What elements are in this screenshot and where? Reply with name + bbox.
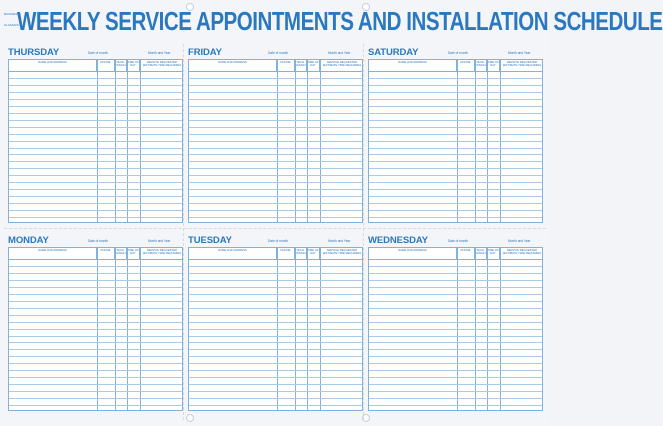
entry-row-line[interactable] — [9, 266, 182, 267]
entry-row-line[interactable] — [189, 78, 362, 79]
entry-row-line[interactable] — [189, 398, 362, 399]
page-title: WEEKLY SERVICE APPOINTMENTS AND INSTALLATION SCHEDULE — [17, 6, 663, 36]
entry-row-line[interactable] — [189, 161, 362, 162]
schedule-grid — [368, 247, 543, 411]
brand-line-1: BUSINESS — [4, 12, 20, 16]
header-rule — [9, 259, 182, 260]
entry-row-line[interactable] — [369, 113, 542, 114]
entry-row-line[interactable] — [9, 280, 182, 281]
entry-row-line[interactable] — [189, 99, 362, 100]
column-header: SERVICE REQUESTED (ESTIMATE TIME REQUIRED) — [142, 248, 182, 256]
entry-row-line[interactable] — [9, 336, 182, 337]
entry-row-line[interactable] — [369, 356, 542, 357]
entry-row-line[interactable] — [189, 113, 362, 114]
entry-row-line[interactable] — [9, 161, 182, 162]
entry-row-line[interactable] — [9, 273, 182, 274]
entry-row-line[interactable] — [189, 356, 362, 357]
entry-row-line[interactable] — [189, 349, 362, 350]
date-of-month-label: Date of month — [88, 51, 109, 55]
panel-header — [8, 234, 183, 247]
entry-row-line[interactable] — [369, 92, 542, 93]
entry-row-line[interactable] — [369, 266, 542, 267]
entry-row-line[interactable] — [9, 134, 182, 135]
entry-row-line[interactable] — [9, 377, 182, 378]
header-rule — [9, 71, 182, 72]
schedule-grid — [368, 59, 543, 223]
month-year-label: Month and Year — [328, 239, 351, 243]
fold-divider — [363, 44, 364, 420]
entry-row-line[interactable] — [9, 287, 182, 288]
entry-row-line[interactable] — [369, 308, 542, 309]
entry-row-line[interactable] — [189, 280, 362, 281]
entry-row-line[interactable] — [189, 370, 362, 371]
entry-row-line[interactable] — [9, 210, 182, 211]
entry-row-line[interactable] — [369, 287, 542, 288]
entry-row-line[interactable] — [369, 106, 542, 107]
day-panel-wednesday — [368, 234, 543, 411]
entry-row-line[interactable] — [189, 127, 362, 128]
entry-row-line[interactable] — [189, 154, 362, 155]
entry-row-line[interactable] — [189, 85, 362, 86]
entry-row-line[interactable] — [369, 175, 542, 176]
entry-row-line[interactable] — [369, 342, 542, 343]
entry-row-line[interactable] — [189, 182, 362, 183]
month-year-label: Month and Year — [328, 51, 351, 55]
entry-row-line[interactable] — [9, 182, 182, 183]
entry-row-line[interactable] — [189, 363, 362, 364]
entry-row-line[interactable] — [9, 78, 182, 79]
entry-row-line[interactable] — [9, 342, 182, 343]
entry-row-line[interactable] — [189, 405, 362, 406]
entry-row-line[interactable] — [189, 336, 362, 337]
entry-row-line[interactable] — [369, 99, 542, 100]
schedule-grid — [188, 247, 363, 411]
entry-row-line[interactable] — [9, 168, 182, 169]
entry-row-line[interactable] — [9, 85, 182, 86]
day-name: FRIDAY — [188, 47, 222, 58]
entry-row-line[interactable] — [189, 203, 362, 204]
entry-row-line[interactable] — [9, 203, 182, 204]
entry-row-line[interactable] — [369, 217, 542, 218]
column-header: TECH. ASSIGN. — [475, 60, 487, 71]
entry-row-line[interactable] — [369, 168, 542, 169]
entry-row-line[interactable] — [9, 141, 182, 142]
entry-row-line[interactable] — [369, 203, 542, 204]
day-panel-tuesday — [188, 234, 363, 411]
panel-header — [8, 46, 183, 59]
entry-row-line[interactable] — [189, 106, 362, 107]
entry-row-line[interactable] — [189, 120, 362, 121]
entry-row-line[interactable] — [189, 308, 362, 309]
column-header: PHONE — [457, 248, 475, 259]
column-header: NAME AND ADDRESS — [9, 248, 97, 259]
day-panel-friday — [188, 46, 363, 223]
day-name: THURSDAY — [8, 47, 60, 58]
entry-row-line[interactable] — [9, 391, 182, 392]
entry-row-line[interactable] — [9, 175, 182, 176]
date-of-month-label: Date of month — [448, 239, 469, 243]
entry-row-line[interactable] — [9, 189, 182, 190]
entry-row-line[interactable] — [369, 134, 542, 135]
entry-row-line[interactable] — [369, 182, 542, 183]
entry-row-line[interactable] — [9, 405, 182, 406]
entry-row-line[interactable] — [189, 196, 362, 197]
entry-row-line[interactable] — [189, 342, 362, 343]
column-header: PHONE — [277, 60, 295, 71]
column-header: PHONE — [277, 248, 295, 259]
entry-row-line[interactable] — [189, 141, 362, 142]
month-year-label: Month and Year — [148, 239, 171, 243]
panel-header — [188, 46, 363, 59]
entry-row-line[interactable] — [9, 308, 182, 309]
day-name: TUESDAY — [188, 235, 232, 246]
entry-row-line[interactable] — [369, 85, 542, 86]
entry-row-line[interactable] — [369, 189, 542, 190]
entry-row-line[interactable] — [189, 287, 362, 288]
entry-row-line[interactable] — [369, 363, 542, 364]
entry-row-line[interactable] — [369, 210, 542, 211]
entry-row-line[interactable] — [9, 148, 182, 149]
entry-row-line[interactable] — [189, 391, 362, 392]
entry-row-line[interactable] — [369, 398, 542, 399]
entry-row-line[interactable] — [189, 301, 362, 302]
entry-row-line[interactable] — [369, 322, 542, 323]
entry-row-line[interactable] — [189, 210, 362, 211]
day-name: WEDNESDAY — [368, 235, 428, 246]
column-header: TECH. ASSIGN. — [295, 248, 307, 259]
entry-row-line[interactable] — [189, 189, 362, 190]
entry-row-line[interactable] — [369, 294, 542, 295]
column-header: TIME OF DAY — [127, 248, 140, 259]
entry-row-line[interactable] — [369, 78, 542, 79]
column-header: TIME OF DAY — [307, 60, 320, 71]
entry-row-line[interactable] — [189, 175, 362, 176]
entry-row-line[interactable] — [369, 329, 542, 330]
entry-row-line[interactable] — [189, 148, 362, 149]
date-of-month-label: Date of month — [268, 51, 289, 55]
column-header: NAME AND ADDRESS — [189, 248, 277, 259]
date-of-month-label: Date of month — [88, 239, 109, 243]
fold-divider — [183, 44, 184, 420]
date-of-month-label: Date of month — [448, 51, 469, 55]
entry-row-line[interactable] — [9, 370, 182, 371]
column-header: SERVICE REQUESTED (ESTIMATE TIME REQUIRED) — [322, 248, 362, 256]
entry-row-line[interactable] — [189, 329, 362, 330]
entry-row-line[interactable] — [369, 120, 542, 121]
month-year-label: Month and Year — [148, 51, 171, 55]
column-header: TECH. ASSIGN. — [475, 248, 487, 259]
day-panel-saturday — [368, 46, 543, 223]
entry-row-line[interactable] — [369, 349, 542, 350]
day-name: MONDAY — [8, 235, 49, 246]
entry-row-line[interactable] — [9, 113, 182, 114]
entry-row-line[interactable] — [189, 217, 362, 218]
entry-row-line[interactable] — [9, 349, 182, 350]
entry-row-line[interactable] — [9, 196, 182, 197]
header-rule — [189, 259, 362, 260]
entry-row-line[interactable] — [189, 384, 362, 385]
entry-row-line[interactable] — [369, 141, 542, 142]
header-rule — [369, 259, 542, 260]
month-year-label: Month and Year — [508, 51, 531, 55]
entry-row-line[interactable] — [189, 134, 362, 135]
column-header: NAME AND ADDRESS — [369, 60, 457, 71]
entry-row-line[interactable] — [9, 363, 182, 364]
entry-row-line[interactable] — [369, 273, 542, 274]
header-rule — [189, 71, 362, 72]
fold-divider — [4, 228, 546, 229]
entry-row-line[interactable] — [369, 377, 542, 378]
entry-row-line[interactable] — [189, 273, 362, 274]
schedule-grid — [188, 59, 363, 223]
entry-row-line[interactable] — [189, 377, 362, 378]
column-header: SERVICE REQUESTED (ESTIMATE TIME REQUIRED) — [502, 248, 542, 256]
day-name: SATURDAY — [368, 47, 419, 58]
column-header: TIME OF DAY — [487, 60, 500, 71]
column-header: SERVICE REQUESTED (ESTIMATE TIME REQUIRED) — [322, 60, 362, 68]
day-panel-monday — [8, 234, 183, 411]
entry-row-line[interactable] — [9, 154, 182, 155]
entry-row-line[interactable] — [369, 336, 542, 337]
entry-row-line[interactable] — [9, 329, 182, 330]
column-header: TIME OF DAY — [487, 248, 500, 259]
entry-row-line[interactable] — [369, 301, 542, 302]
entry-row-line[interactable] — [369, 161, 542, 162]
column-header: NAME AND ADDRESS — [9, 60, 97, 71]
panel-header — [368, 234, 543, 247]
day-panel-thursday — [8, 46, 183, 223]
panel-header — [368, 46, 543, 59]
column-header: PHONE — [97, 60, 115, 71]
entry-row-line[interactable] — [369, 384, 542, 385]
entry-row-line[interactable] — [369, 127, 542, 128]
column-header: TIME OF DAY — [307, 248, 320, 259]
column-header: NAME AND ADDRESS — [369, 248, 457, 259]
binder-hole-icon — [186, 414, 194, 422]
entry-row-line[interactable] — [369, 148, 542, 149]
brand-line-2: CLASSICS — [4, 22, 19, 27]
entry-row-line[interactable] — [369, 391, 542, 392]
entry-row-line[interactable] — [189, 294, 362, 295]
entry-row-line[interactable] — [9, 356, 182, 357]
column-header: NAME AND ADDRESS — [189, 60, 277, 71]
entry-row-line[interactable] — [189, 92, 362, 93]
column-header: TIME OF DAY — [127, 60, 140, 71]
entry-row-line[interactable] — [9, 294, 182, 295]
panel-header — [188, 234, 363, 247]
entry-row-line[interactable] — [9, 120, 182, 121]
entry-row-line[interactable] — [189, 315, 362, 316]
column-header: TECH. ASSIGN. — [295, 60, 307, 71]
entry-row-line[interactable] — [9, 315, 182, 316]
entry-row-line[interactable] — [9, 99, 182, 100]
schedule-grid — [8, 247, 183, 411]
entry-row-line[interactable] — [189, 266, 362, 267]
column-header: TECH. ASSIGN. — [115, 248, 127, 259]
entry-row-line[interactable] — [369, 196, 542, 197]
month-year-label: Month and Year — [508, 239, 531, 243]
entry-row-line[interactable] — [9, 301, 182, 302]
entry-row-line[interactable] — [189, 168, 362, 169]
column-header: SERVICE REQUESTED (ESTIMATE TIME REQUIRED) — [502, 60, 542, 68]
schedule-grid — [8, 59, 183, 223]
entry-row-line[interactable] — [9, 398, 182, 399]
entry-row-line[interactable] — [9, 92, 182, 93]
column-header: PHONE — [97, 248, 115, 259]
entry-row-line[interactable] — [9, 106, 182, 107]
date-of-month-label: Date of month — [268, 239, 289, 243]
entry-row-line[interactable] — [369, 154, 542, 155]
entry-row-line[interactable] — [189, 322, 362, 323]
entry-row-line[interactable] — [369, 315, 542, 316]
entry-row-line[interactable] — [369, 280, 542, 281]
column-header: TECH. ASSIGN. — [115, 60, 127, 71]
entry-row-line[interactable] — [369, 405, 542, 406]
entry-row-line[interactable] — [9, 322, 182, 323]
entry-row-line[interactable] — [9, 384, 182, 385]
entry-row-line[interactable] — [9, 127, 182, 128]
column-header: SERVICE REQUESTED (ESTIMATE TIME REQUIRED) — [142, 60, 182, 68]
entry-row-line[interactable] — [369, 370, 542, 371]
column-header: PHONE — [457, 60, 475, 71]
entry-row-line[interactable] — [9, 217, 182, 218]
header-rule — [369, 71, 542, 72]
